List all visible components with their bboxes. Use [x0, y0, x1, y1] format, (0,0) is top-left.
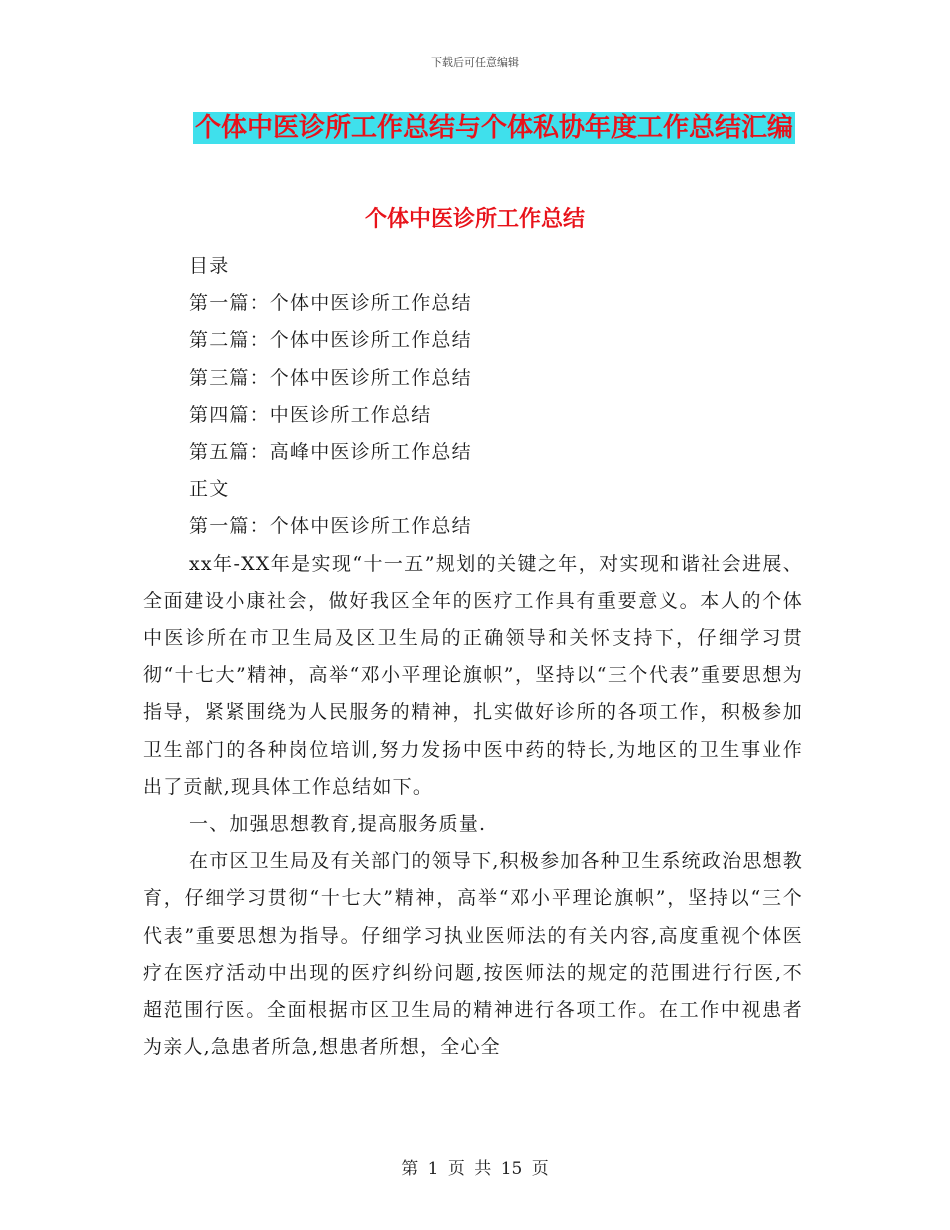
toc-item: 第三篇：个体中医诊所工作总结: [189, 366, 472, 389]
sub-title: 个体中医诊所工作总结: [364, 207, 585, 232]
header-note: 下载后可任意编辑: [431, 56, 519, 69]
toc-item: 第五篇：高峰中医诊所工作总结: [189, 441, 472, 464]
toc-item: 第四篇：中医诊所工作总结: [189, 403, 432, 426]
main-title: 个体中医诊所工作总结与个体私协年度工作总结汇编: [195, 113, 794, 143]
toc-item: 第一篇：个体中医诊所工作总结: [189, 292, 472, 315]
page-footer: 第 1 页 共 15 页: [401, 1159, 549, 1179]
article-heading: 第一篇：个体中医诊所工作总结: [189, 515, 472, 538]
toc-item: 第二篇：个体中医诊所工作总结: [189, 329, 472, 352]
table-of-contents: [143, 248, 803, 546]
document-content: [143, 248, 803, 1066]
body-paragraph: xx年-XX年是实现“十一五”规划的关键之年，对实现和谐社会进展、全面建设小康社会，做好我区全年的医疗工作具有重要意义。本人的个体中医诊所在市卫生局及区卫生局的正确领导和关怀支持下，仔细学习贯彻“十七大”精神，高举“邓小平理论旗帜”，坚持以“三个代表”重要思想为指导，紧紧围绕为人民服务的精神，扎实做好诊所的各项工作，积极参加卫生部门的各种岗位培训,努力发扬中医中药的特长,为地区的卫生事业作出了贡献,现具体工作总结如下。: [143, 552, 803, 798]
body-paragraph: 在市区卫生局及有关部门的领导下,积极参加各种卫生系统政治思想教育，仔细学习贯彻“十七大”精神，高举“邓小平理论旗帜”，坚持以“三个代表”重要思想为指导。仔细学习执业医师法的有关内容,高度重视个体医疗在医疗活动中出现的医疗纠纷问题,按医师法的规定的范围进行行医,不超范围行医。全面根据市区卫生局的精神进行各项工作。在工作中视患者为亲人,急患者所急,想患者所想，全心全: [143, 850, 803, 1059]
toc-heading: 目录: [189, 255, 230, 277]
section-heading: 一、加强思想教育,提高服务质量.: [189, 813, 487, 836]
body-heading: 正文: [189, 478, 230, 501]
